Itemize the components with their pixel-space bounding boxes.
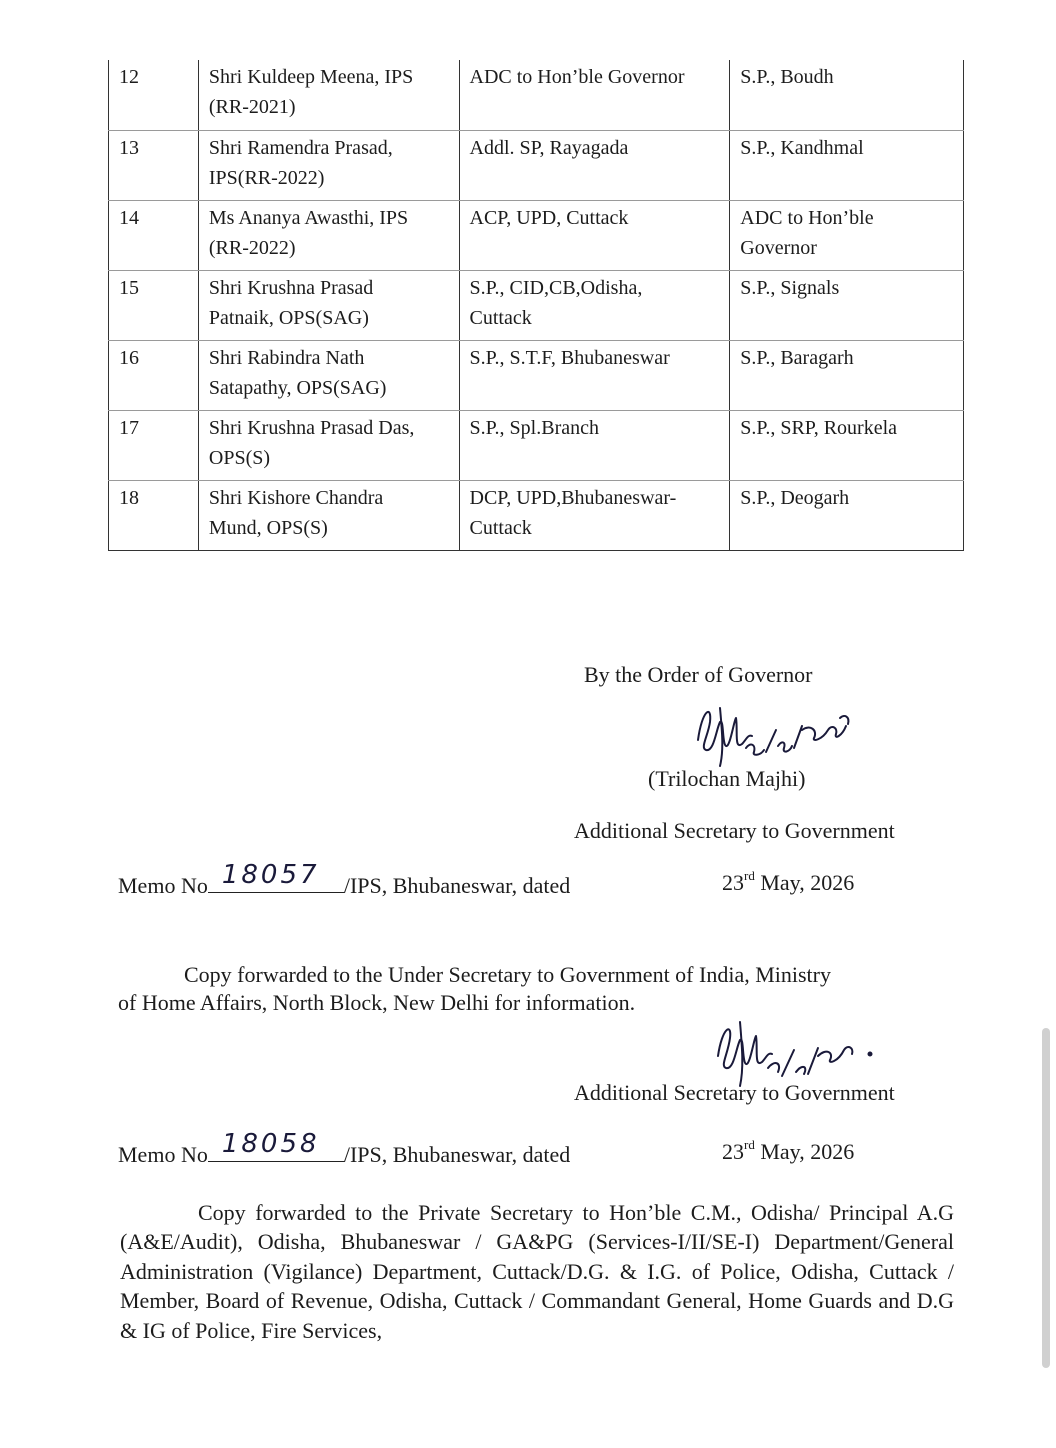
memo-number: 18057	[221, 860, 320, 890]
table-body	[109, 60, 964, 550]
memo-rest: /IPS, Bhubaneswar, dated	[343, 1142, 571, 1167]
sl-line: 12	[119, 66, 139, 88]
officer-name-line: Mund, OPS(S)	[208, 516, 328, 539]
table-row	[109, 410, 964, 480]
officer-name-line: Shri Ramendra Prasad,	[208, 136, 393, 159]
forward-paragraph-1-line-1: Copy forwarded to the Under Secretary to Government of India, Ministry	[184, 962, 831, 987]
signatory-title-2: Additional Secretary to Government	[574, 1080, 895, 1105]
cell-from-post	[459, 410, 730, 480]
cell-officer-name	[198, 130, 459, 200]
cell-sl	[109, 340, 199, 410]
from-post-line: Cuttack	[469, 306, 532, 329]
cell-to-post	[730, 270, 964, 340]
signature-mark-2	[712, 1016, 882, 1088]
cell-sl	[109, 200, 199, 270]
cell-to-post	[730, 60, 964, 130]
cell-officer-name	[198, 410, 459, 480]
from-post-line: S.P., S.T.F, Bhubaneswar	[469, 346, 670, 369]
table-row	[109, 60, 964, 130]
from-post-line: S.P., Spl.Branch	[469, 416, 599, 439]
cell-sl	[109, 270, 199, 340]
memo-line-2	[118, 1129, 571, 1168]
officer-name-line: Patnaik, OPS(SAG)	[208, 306, 369, 329]
from-post-line: ACP, UPD, Cuttack	[469, 206, 629, 229]
to-post-line: Governor	[740, 236, 817, 259]
memo-day-suffix: rd	[744, 868, 755, 883]
to-post-line: S.P., Boudh	[740, 66, 834, 88]
memo-date-2	[722, 1139, 854, 1165]
transfer-table	[108, 60, 964, 551]
table-row	[109, 480, 964, 550]
cell-to-post	[730, 480, 964, 550]
table-row	[109, 270, 964, 340]
table-row	[109, 200, 964, 270]
signatory-title: Additional Secretary to Government	[574, 818, 895, 843]
officer-name-line: (RR-2022)	[208, 236, 296, 259]
officer-name-line: Satapathy, OPS(SAG)	[208, 376, 387, 399]
signatory-name: (Trilochan Majhi)	[648, 766, 806, 791]
cell-sl	[109, 130, 199, 200]
to-post-line: S.P., Baragarh	[740, 346, 854, 369]
table-row	[109, 130, 964, 200]
officer-name-line: IPS(RR-2022)	[208, 166, 325, 189]
memo-month-year: May, 2026	[754, 870, 855, 895]
cell-to-post	[730, 340, 964, 410]
sl-line: 17	[119, 416, 139, 439]
officer-name-line: OPS(S)	[208, 446, 271, 469]
cell-officer-name	[198, 200, 459, 270]
table-row	[109, 340, 964, 410]
memo-day: 23	[722, 1139, 744, 1164]
to-post-line: S.P., Kandhmal	[740, 136, 864, 159]
memo-date-1	[722, 870, 854, 896]
memo-label: Memo No	[118, 1142, 208, 1167]
from-post-line: ADC to Hon’ble Governor	[469, 66, 685, 88]
sl-line: 18	[119, 486, 139, 509]
memo-number-blank	[208, 1129, 344, 1162]
officer-name-line: Shri Kuldeep Meena, IPS	[208, 66, 414, 88]
memo-month-year: May, 2026	[754, 1139, 855, 1164]
sl-line: 15	[119, 276, 139, 299]
memo-number: 18058	[221, 1129, 320, 1159]
cell-from-post	[459, 480, 730, 550]
memo-label: Memo No	[118, 873, 208, 898]
memo-number-blank	[208, 860, 344, 893]
cell-officer-name	[198, 60, 459, 130]
scrollbar-thumb[interactable]	[1042, 1028, 1050, 1368]
cell-from-post	[459, 130, 730, 200]
cell-from-post	[459, 60, 730, 130]
forward-paragraph-1-line-2: of Home Affairs, North Block, New Delhi for information.	[118, 990, 636, 1015]
memo-day-suffix: rd	[744, 1137, 755, 1152]
cell-sl	[109, 480, 199, 550]
officer-name-line: Shri Kishore Chandra	[208, 486, 384, 509]
signature-mark	[690, 700, 860, 770]
cell-to-post	[730, 130, 964, 200]
officer-name-line: Ms Ananya Awasthi, IPS	[208, 206, 409, 229]
cell-officer-name	[198, 480, 459, 550]
cell-from-post	[459, 200, 730, 270]
forward-paragraph-2: Copy forwarded to the Private Secretary to Hon’ble C.M., Odisha/ Principal A.G (A&E/Audit), Odisha, Bhubaneswar / GA&PG (Services-I/II/SE-I) Department/General Administration (Vigilance) Department, Cuttack/D.G. & I.G. of Police, Odisha, Cuttack / Member, Board of Revenue, Odisha, Cuttack / Commandant General, Home Guards and D.G & IG of Police, Fire Services,	[120, 1200, 954, 1343]
from-post-line: S.P., CID,CB,Odisha,	[469, 276, 643, 299]
to-post-line: S.P., Signals	[740, 276, 840, 299]
cell-officer-name	[198, 340, 459, 410]
to-post-line: S.P., SRP, Rourkela	[740, 416, 898, 439]
sl-line: 16	[119, 346, 139, 369]
cell-to-post	[730, 200, 964, 270]
memo-day: 23	[722, 870, 744, 895]
from-post-line: Addl. SP, Rayagada	[469, 136, 629, 159]
order-line: By the Order of Governor	[584, 662, 813, 687]
officer-name-line: Shri Rabindra Nath	[208, 346, 365, 369]
memo-line-1	[118, 860, 571, 899]
to-post-line: S.P., Deogarh	[740, 486, 850, 509]
cell-from-post	[459, 270, 730, 340]
cell-from-post	[459, 340, 730, 410]
officer-name-line: (RR-2021)	[208, 96, 296, 118]
cell-officer-name	[198, 270, 459, 340]
to-post-line: ADC to Hon’ble	[740, 206, 874, 229]
from-post-line: DCP, UPD,Bhubaneswar-	[469, 486, 677, 509]
from-post-line: Cuttack	[469, 516, 532, 539]
officer-name-line: Shri Krushna Prasad	[208, 276, 374, 299]
officer-name-line: Shri Krushna Prasad Das,	[208, 416, 415, 439]
cell-sl	[109, 60, 199, 130]
memo-rest: /IPS, Bhubaneswar, dated	[343, 873, 571, 898]
cell-sl	[109, 410, 199, 480]
sl-line: 13	[119, 136, 139, 159]
sl-line: 14	[119, 206, 139, 229]
cell-to-post	[730, 410, 964, 480]
